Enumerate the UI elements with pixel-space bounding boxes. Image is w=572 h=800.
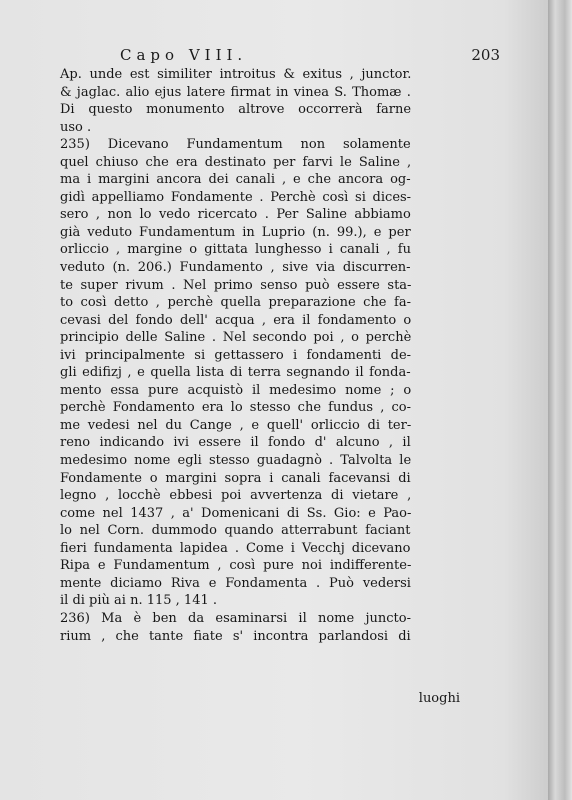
text-line: mento essa pure acquistò il medesimo nome ; o bbox=[60, 382, 412, 398]
text-line: te super rivum . Nel primo senso può essere sta- bbox=[60, 277, 412, 293]
text-line: lo nel Corn. dummodo quando atterrabunt faciant bbox=[60, 523, 411, 539]
text-line: mente diciamo Riva e Fondamenta . Può vedersi bbox=[60, 575, 411, 591]
text-line: gidì appelliamo Fondamente . Perchè così si dices- bbox=[60, 189, 412, 205]
text-line: reno indicando ivi essere il fondo d' alcuno , il bbox=[60, 435, 411, 451]
text-line: fieri fundamenta lapidea . Come i Vecchj dicevano bbox=[60, 540, 411, 556]
text-line: gli edifizj , e quella lista di terra segnando il fonda- bbox=[60, 365, 411, 381]
text-line: ma i margini ancora dei canali , e che ancora og- bbox=[60, 172, 411, 188]
text-line: il di più ai n. 115 , 141 . bbox=[60, 593, 218, 609]
text-line: rium , che tante fiate s' incontra parlandosi di bbox=[60, 628, 411, 644]
text-line: 236) Ma è ben da esaminarsi il nome juncto- bbox=[60, 610, 411, 626]
chapter-title: Capo VIII. bbox=[120, 46, 248, 64]
text-line: principio delle Saline . Nel secondo poi , o perchè bbox=[60, 330, 412, 346]
text-line: Di questo monumento altrove occorrerà farne bbox=[60, 102, 412, 118]
text-line: quel chiuso che era destinato per farvi le Saline , bbox=[60, 154, 412, 170]
text-line: Fondamente o margini sopra i canali facevansi di bbox=[60, 470, 411, 486]
text-line: orliccio , margine o gittata lunghesso i canali , fu bbox=[60, 242, 411, 258]
text-line: medesimo nome egli stesso guadagnò . Talvolta le bbox=[60, 453, 412, 469]
text-line: perchè Fondamento era lo stesso che fundus , co- bbox=[60, 400, 411, 416]
text-line: Ap. unde est similiter introitus & exitus , junctor. bbox=[60, 67, 412, 82]
page-number: 203 bbox=[471, 46, 500, 64]
text-line: sero , non lo vedo ricercato . Per Saline abbiamo bbox=[60, 207, 411, 223]
text-line: Ripa e Fundamentum , così pure noi indifferente- bbox=[60, 558, 412, 574]
text-line: come nel 1437 , a' Domenicani di Ss. Gio: e Pao- bbox=[60, 505, 412, 521]
text-line: uso . bbox=[60, 119, 92, 135]
page-edge bbox=[548, 0, 572, 800]
catchword: luoghi bbox=[418, 691, 460, 706]
text-line: cevasi del fondo dell' acqua , era il fondamento o bbox=[60, 312, 412, 328]
text-line: me vedesi nel du Cange , e quell' orliccio di ter- bbox=[60, 417, 412, 433]
body-text bbox=[60, 66, 411, 645]
text-line: & jaglac. alio ejus latere firmat in vinea S. Thomæ . bbox=[60, 84, 411, 100]
text-line: legno , locchè ebbesi poi avvertenza di vietare , bbox=[60, 488, 412, 504]
text-line: già veduto Fundamentum in Luprio (n. 99.), e per bbox=[60, 224, 411, 240]
text-line: veduto (n. 206.) Fundamento , sive via discurren- bbox=[60, 260, 411, 276]
text-line: 235) Dicevano Fundamentum non solamente bbox=[60, 137, 411, 153]
text-line: to così detto , perchè quella preparazione che fa- bbox=[60, 295, 411, 311]
text-line: ivi principalmente si gettassero i fondamenti de- bbox=[60, 347, 412, 363]
